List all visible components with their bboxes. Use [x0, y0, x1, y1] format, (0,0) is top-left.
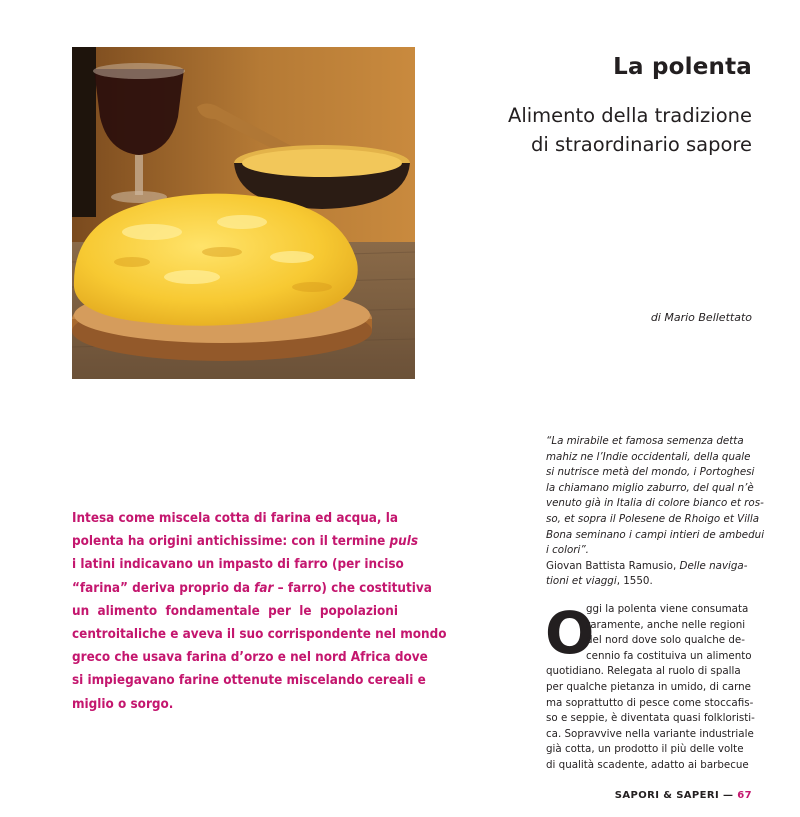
quote-line: la chiamano miglio zaburro, del qual n’è — [546, 481, 754, 494]
quote-line: mahiz ne l’Indie occidentali, della quale — [546, 450, 751, 463]
intro-line: miglio o sorgo. — [72, 696, 174, 712]
intro-term-far: far — [254, 580, 274, 596]
author-byline: di Mario Bellettato — [650, 311, 752, 324]
quote-line: i colori”. — [546, 544, 589, 557]
intro-term-puls: puls — [389, 534, 419, 550]
subtitle-line: Alimento della tradizione — [507, 104, 752, 127]
body-line: quotidiano. Relegata al ruolo di spalla — [546, 665, 741, 678]
body-text — [545, 599, 755, 774]
intro-line: centroitaliche e aveva il suo corrispondente nel mondo — [72, 627, 447, 643]
intro-line: i latini indicavano un impasto di farro (per inciso — [72, 557, 404, 573]
intro-line: Intesa come miscela cotta di farina ed acqua, la — [72, 511, 398, 526]
quote-line: “La mirabile et famosa semenza detta — [546, 435, 744, 447]
intro-line: “farina” deriva proprio da far – farro) che costitutiva — [72, 580, 432, 596]
body-line: ma soprattutto di pesce come stoccafis- — [546, 696, 754, 709]
subtitle-line: di straordinario sapore — [530, 133, 752, 156]
page-number: 67 — [737, 790, 752, 801]
body-line: ca. Sopravvive nella variante industriale — [546, 727, 754, 740]
body-line: so e seppie, è diventata quasi folkloristi- — [546, 712, 755, 725]
body-line: del nord dove solo qualche de- — [586, 634, 745, 647]
intro-line: si impiegavano farine ottenute miscelando cereali e — [72, 673, 426, 689]
drop-cap: O — [545, 599, 595, 667]
quote-attribution: tioni et viaggi, 1550. — [546, 575, 653, 588]
body-line: raramente, anche nelle regioni — [586, 618, 746, 631]
intro-line: greco che usava farina d’orzo e nel nord Africa dove — [72, 650, 428, 666]
article-title: La polenta — [613, 54, 752, 80]
quote-line: venuto già in Italia di colore bianco et ros- — [546, 497, 764, 510]
body-line: di qualità scadente, adatto ai barbecue — [546, 758, 749, 771]
footer-section: SAPORI & SAPERI — — [614, 790, 738, 801]
quote-line: si nutrisce metà del mondo, i Portoghesi — [546, 466, 755, 479]
body-line: cennio fa costituiva un alimento — [586, 649, 752, 662]
body-line: ggi la polenta viene consumata — [586, 603, 749, 615]
body-line: già cotta, un prodotto il più delle volte — [546, 743, 744, 756]
intro-paragraph — [72, 507, 447, 716]
polenta-photo — [72, 47, 415, 379]
intro-line: polenta ha origini antichissime: con il termine puls — [72, 534, 419, 550]
body-line: per qualche pietanza in umido, di carne — [546, 680, 752, 693]
quote-attribution: Giovan Battista Ramusio, Delle naviga- — [546, 559, 748, 572]
quote-line: Bona seminano i campi intieri de ambedui — [546, 528, 765, 541]
page-footer — [615, 790, 752, 801]
epigraph-quote — [546, 434, 765, 590]
intro-line: un alimento fondamentale per le popolazioni — [72, 603, 398, 619]
article-subtitle — [422, 101, 752, 159]
quote-line: so, et sopra il Polesene de Rhoigo et Villa — [546, 512, 760, 525]
